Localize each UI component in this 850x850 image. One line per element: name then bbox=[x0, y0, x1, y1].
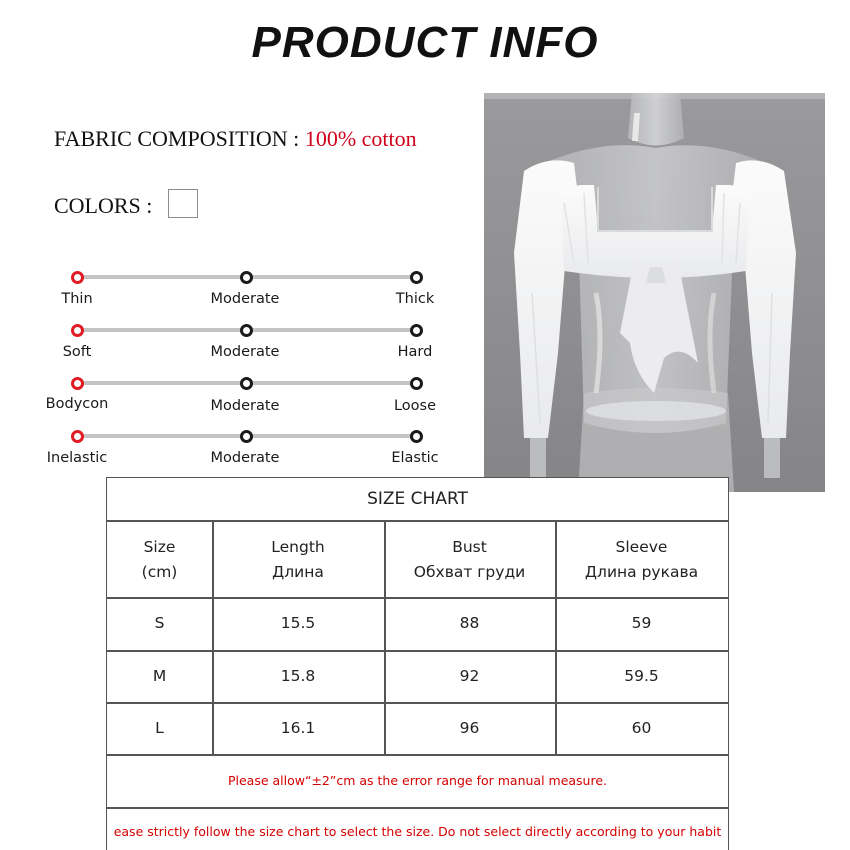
fabric-composition bbox=[54, 126, 417, 152]
table-cell-bust: 96 bbox=[459, 719, 480, 737]
table-divider bbox=[107, 650, 728, 652]
table-cell-length: 15.8 bbox=[280, 667, 316, 685]
scale-label-left: Soft bbox=[62, 344, 92, 360]
header-line: Sleeve bbox=[615, 538, 668, 556]
table-cell-sleeve: 59 bbox=[631, 614, 652, 632]
scale-softness bbox=[0, 328, 480, 368]
table-header-bust bbox=[384, 535, 555, 585]
colors-label: COLORS : bbox=[54, 193, 153, 218]
fabric-label: FABRIC COMPOSITION : bbox=[54, 126, 305, 151]
scale-thickness bbox=[0, 275, 480, 315]
product-photo bbox=[484, 93, 825, 492]
scale-label-middle: Moderate bbox=[210, 450, 280, 466]
scale-label-right: Elastic bbox=[391, 450, 439, 466]
scale-dot-left-selected bbox=[71, 324, 84, 337]
scale-label-right: Thick bbox=[395, 291, 435, 307]
scale-dot-middle bbox=[240, 324, 253, 337]
table-divider bbox=[107, 520, 728, 522]
size-chart bbox=[106, 477, 729, 850]
scale-dot-left-selected bbox=[71, 271, 84, 284]
scale-label-middle: Moderate bbox=[210, 344, 280, 360]
scale-dot-right bbox=[410, 324, 423, 337]
header-line: (cm) bbox=[141, 563, 178, 581]
scale-dot-middle bbox=[240, 271, 253, 284]
scale-label-right: Loose bbox=[393, 398, 437, 414]
table-divider bbox=[107, 754, 728, 756]
scale-label-left: Bodycon bbox=[45, 396, 109, 412]
header-line: Length bbox=[271, 538, 325, 556]
header-line: Size bbox=[143, 538, 176, 556]
scale-dot-left-selected bbox=[71, 377, 84, 390]
header-line: Длина рукава bbox=[584, 563, 699, 581]
size-chart-title: SIZE CHART bbox=[367, 489, 468, 509]
header-line: Длина bbox=[272, 563, 324, 581]
table-cell-length: 15.5 bbox=[280, 614, 316, 632]
table-cell-bust: 92 bbox=[459, 667, 480, 685]
scale-label-right: Hard bbox=[397, 344, 433, 360]
scale-dot-middle bbox=[240, 377, 253, 390]
scale-fit bbox=[0, 381, 480, 421]
fabric-value: 100% cotton bbox=[304, 126, 417, 151]
product-photo-illustration bbox=[484, 93, 825, 492]
table-divider bbox=[107, 702, 728, 704]
table-header-length bbox=[212, 535, 384, 585]
scale-dot-left-selected bbox=[71, 430, 84, 443]
measurement-note: Please allow“±2”cm as the error range for manual measure. bbox=[227, 773, 608, 788]
table-divider bbox=[107, 597, 728, 599]
table-cell-size: M bbox=[152, 667, 167, 685]
scale-elasticity bbox=[0, 434, 480, 474]
scale-label-left: Inelastic bbox=[46, 450, 108, 466]
table-cell-size: L bbox=[155, 719, 164, 737]
scale-label-middle: Moderate bbox=[210, 291, 280, 307]
size-selection-note: ease strictly follow the size chart to select the size. Do not select directly according to your habit bbox=[113, 824, 722, 839]
table-divider bbox=[107, 807, 728, 809]
table-cell-sleeve: 59.5 bbox=[624, 667, 659, 685]
table-header-sleeve bbox=[555, 535, 728, 585]
scale-dot-right bbox=[410, 271, 423, 284]
table-cell-length: 16.1 bbox=[280, 719, 316, 737]
table-cell-size: S bbox=[154, 614, 165, 632]
header-line: Bust bbox=[452, 538, 487, 556]
header-line: Обхват груди bbox=[413, 563, 526, 581]
table-cell-sleeve: 60 bbox=[631, 719, 652, 737]
page-title: PRODUCT INFO bbox=[251, 18, 599, 67]
scale-label-middle: Moderate bbox=[210, 398, 280, 414]
scale-dot-right bbox=[410, 430, 423, 443]
table-header-size bbox=[107, 535, 212, 585]
scale-dot-right bbox=[410, 377, 423, 390]
table-cell-bust: 88 bbox=[459, 614, 480, 632]
scale-dot-middle bbox=[240, 430, 253, 443]
color-swatch-white[interactable] bbox=[168, 189, 198, 218]
scale-label-left: Thin bbox=[61, 291, 93, 307]
